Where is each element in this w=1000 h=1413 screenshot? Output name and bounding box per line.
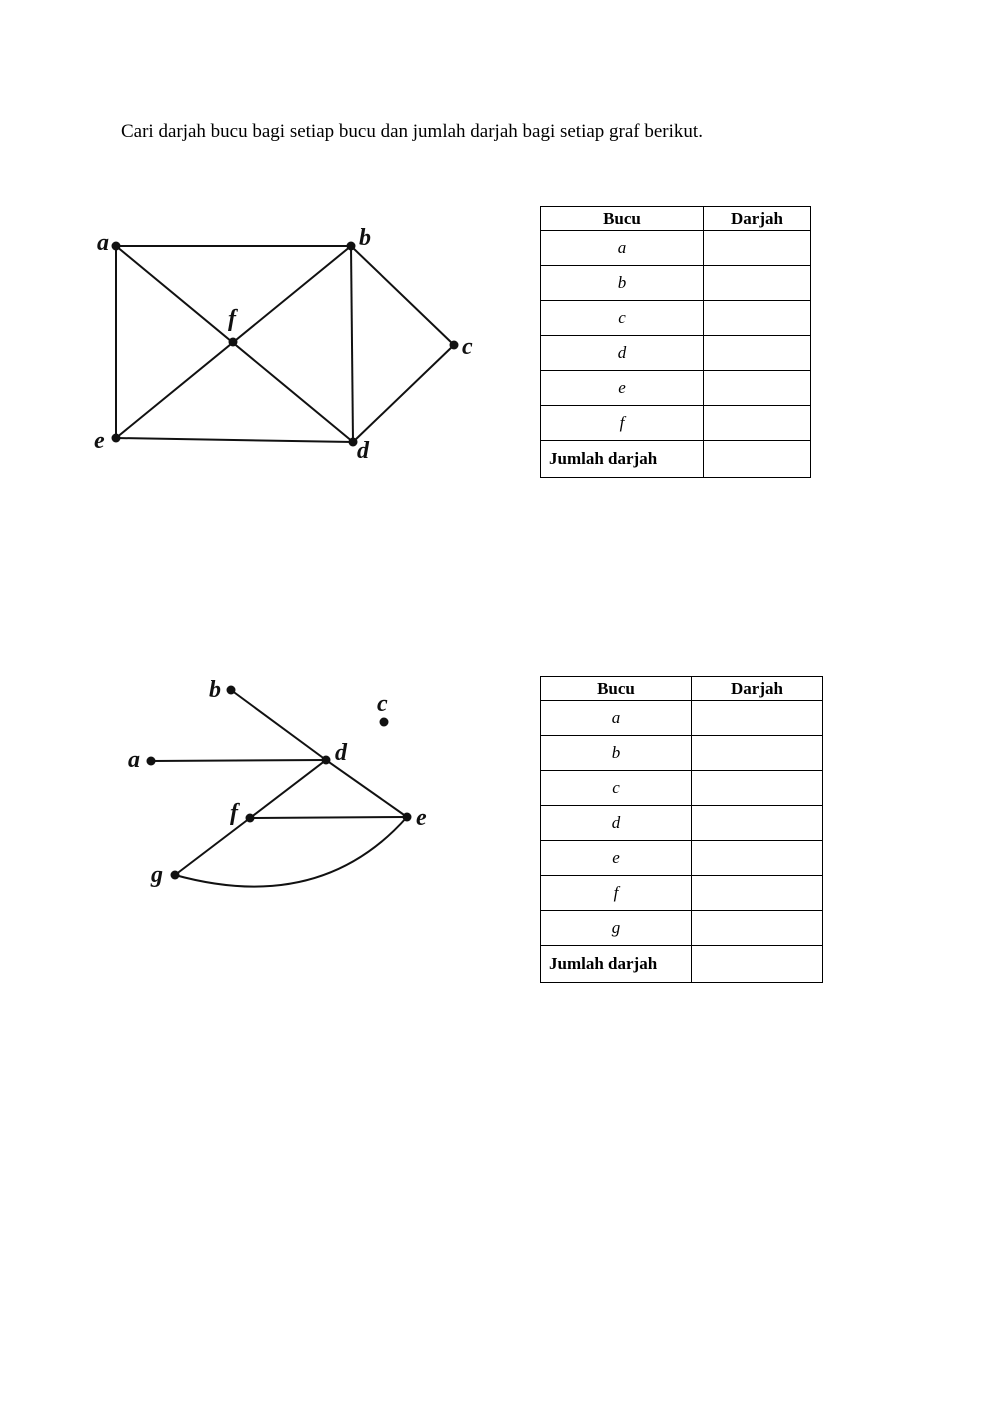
table-row: [541, 876, 823, 911]
vertex-label-c: c: [462, 334, 473, 360]
degree-answer-f[interactable]: [704, 406, 811, 441]
degree-answer-c[interactable]: [704, 301, 811, 336]
graph-1: [90, 220, 490, 480]
vertex-label-b: b: [209, 677, 221, 703]
vertex-label-f: f: [228, 306, 236, 332]
table-row: [541, 701, 823, 736]
degree-answer-e[interactable]: [704, 371, 811, 406]
edge-f-e: [250, 817, 407, 818]
total-row: [541, 946, 823, 983]
vertex-label-g: g: [151, 862, 163, 888]
vertex-label-d: d: [335, 740, 347, 766]
vertex-label-a: a: [128, 747, 140, 773]
vertex-e: [403, 813, 412, 822]
vertex-b: [347, 242, 356, 251]
vertex-label-e: e: [416, 805, 427, 831]
header-vertex: Bucu: [541, 207, 704, 231]
vertex-c: [450, 341, 459, 350]
table-row: [541, 301, 811, 336]
edge-d-f: [250, 760, 326, 818]
vertex-f: [246, 814, 255, 823]
vertex-label-a: a: [97, 230, 109, 256]
degree-answer-a[interactable]: [704, 231, 811, 266]
degree-answer-f[interactable]: [692, 876, 823, 911]
table-row: [541, 911, 823, 946]
degree-answer-e[interactable]: [692, 841, 823, 876]
vertex-a: [147, 757, 156, 766]
degree-answer-g[interactable]: [692, 911, 823, 946]
table-row: [541, 806, 823, 841]
vertex-cell: d: [541, 336, 704, 371]
edge-e-d: [116, 438, 353, 442]
header-vertex: Bucu: [541, 677, 692, 701]
vertex-label-c: c: [377, 691, 388, 717]
graph-1-svg: [90, 220, 490, 480]
table-row: [541, 371, 811, 406]
edge-a-d: [151, 760, 326, 761]
total-degree-answer[interactable]: [704, 441, 811, 478]
edge-b-d: [351, 246, 353, 442]
vertex-a: [112, 242, 121, 251]
vertex-label-b: b: [359, 225, 371, 251]
degree-answer-b[interactable]: [704, 266, 811, 301]
vertex-label-d: d: [357, 438, 369, 464]
header-degree: Darjah: [704, 207, 811, 231]
vertex-cell: c: [541, 771, 692, 806]
table-header-row: [541, 207, 811, 231]
table-header-row: [541, 677, 823, 701]
total-degree-answer[interactable]: [692, 946, 823, 983]
degree-answer-d[interactable]: [704, 336, 811, 371]
table-row: [541, 771, 823, 806]
total-row: [541, 441, 811, 478]
table-row: [541, 841, 823, 876]
degree-answer-b[interactable]: [692, 736, 823, 771]
vertex-cell: a: [541, 231, 704, 266]
vertex-cell: b: [541, 266, 704, 301]
vertex-cell: b: [541, 736, 692, 771]
vertex-cell: g: [541, 911, 692, 946]
vertex-label-e: e: [94, 428, 105, 454]
degree-answer-c[interactable]: [692, 771, 823, 806]
vertex-cell: a: [541, 701, 692, 736]
vertex-cell: e: [541, 371, 704, 406]
degree-answer-d[interactable]: [692, 806, 823, 841]
table-row: [541, 736, 823, 771]
degree-answer-a[interactable]: [692, 701, 823, 736]
header-degree: Darjah: [692, 677, 823, 701]
vertex-f: [229, 338, 238, 347]
edge-b-c: [351, 246, 454, 345]
vertex-d: [322, 756, 331, 765]
vertex-cell: c: [541, 301, 704, 336]
graph-2-svg: [120, 670, 450, 900]
vertex-cell: d: [541, 806, 692, 841]
total-label: Jumlah darjah: [541, 441, 704, 478]
graph-2: [120, 670, 450, 900]
vertex-label-f: f: [230, 800, 238, 826]
vertex-g: [171, 871, 180, 880]
edge-f-g: [175, 818, 250, 875]
vertex-cell: f: [541, 406, 704, 441]
edge-b-d: [231, 690, 326, 760]
total-label: Jumlah darjah: [541, 946, 692, 983]
edge-c-d: [353, 345, 454, 442]
table-row: [541, 406, 811, 441]
table-row: [541, 231, 811, 266]
vertex-cell: f: [541, 876, 692, 911]
degree-table-1: [540, 206, 811, 478]
degree-table-2: [540, 676, 823, 983]
edge-g-e-curve: [175, 817, 407, 887]
instruction-text: Cari darjah bucu bagi setiap bucu dan jumlah darjah bagi setiap graf berikut.: [121, 121, 703, 142]
edge-d-e: [326, 760, 407, 817]
table-row: [541, 336, 811, 371]
vertex-b: [227, 686, 236, 695]
vertex-e: [112, 434, 121, 443]
table-row: [541, 266, 811, 301]
vertex-c: [380, 718, 389, 727]
vertex-cell: e: [541, 841, 692, 876]
